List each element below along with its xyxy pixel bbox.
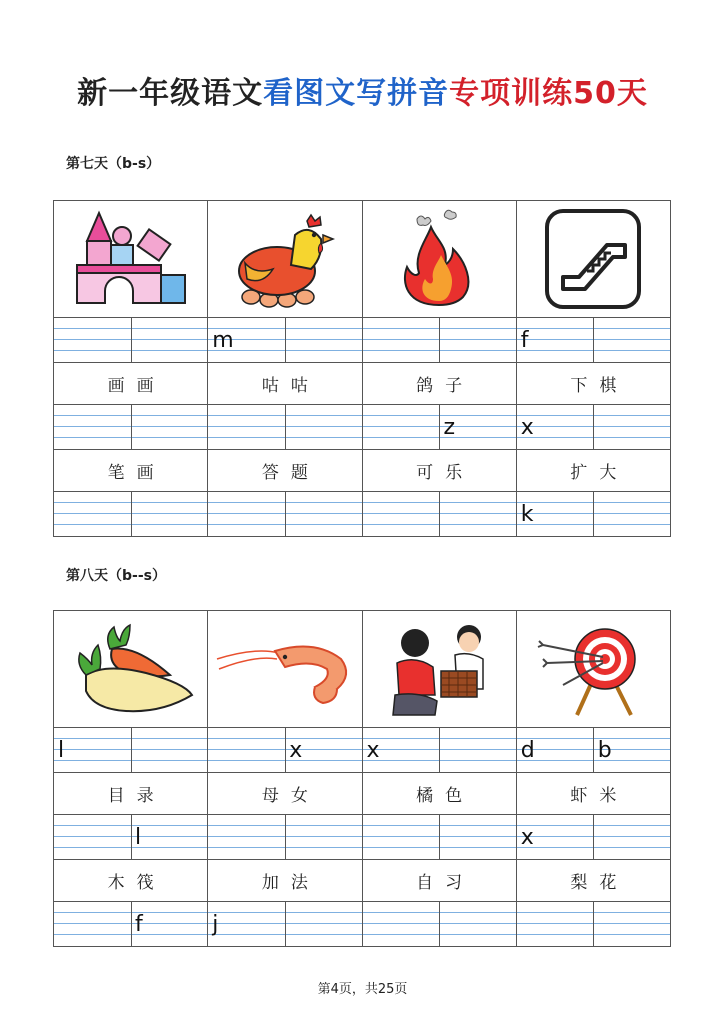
section-label-day8: 第八天（b--s） [66, 568, 166, 584]
pinyin-cell[interactable] [208, 318, 362, 362]
image-cell [517, 201, 670, 317]
pinyin-row [54, 902, 670, 946]
target-icon [533, 615, 653, 723]
pinyin-cell[interactable] [517, 815, 670, 859]
word-row [54, 773, 670, 815]
vegetables-icon [66, 619, 196, 719]
pinyin-cell[interactable] [54, 318, 208, 362]
word-row [54, 860, 670, 902]
pinyin-cell[interactable] [363, 902, 517, 946]
pinyin-cell[interactable] [363, 728, 517, 772]
title-part-3: 专项训练50天 [449, 76, 648, 111]
word-cell: 木筏 [54, 860, 208, 901]
title-part-2: 看图文写拼音 [263, 76, 450, 111]
pinyin-cell[interactable] [517, 318, 670, 362]
pinyin-cell[interactable] [54, 902, 208, 946]
pinyin-cell[interactable] [208, 405, 362, 449]
pinyin-row [54, 815, 670, 860]
image-cell [517, 611, 670, 727]
pinyin-cell[interactable] [54, 728, 208, 772]
pinyin-row [54, 405, 670, 450]
pinyin-row [54, 318, 670, 363]
word-cell: 橘色 [363, 773, 517, 814]
word-cell: 扩大 [570, 463, 629, 483]
page-title [0, 68, 725, 112]
word-cell: 咕咕 [208, 363, 362, 404]
image-cell [208, 611, 362, 727]
word-cell: 下棋 [570, 376, 629, 396]
exercise-grid-day8 [53, 610, 671, 947]
image-row [54, 201, 670, 318]
pinyin-cell[interactable] [208, 492, 362, 536]
pinyin-cell[interactable] [517, 492, 670, 536]
pinyin-hint: x [289, 738, 303, 763]
exercise-grid-day7 [53, 200, 671, 537]
pinyin-hint: b [597, 738, 612, 763]
image-row [54, 611, 670, 728]
word-cell: 可乐 [363, 450, 517, 491]
pinyin-hint: k [520, 502, 534, 527]
pinyin-row [54, 492, 670, 536]
escalator-icon [533, 205, 653, 313]
word-cell: 鸽子 [363, 363, 517, 404]
word-cell: 目录 [54, 773, 208, 814]
pinyin-cell[interactable] [208, 815, 362, 859]
word-cell: 自习 [363, 860, 517, 901]
pinyin-cell[interactable] [363, 815, 517, 859]
pinyin-cell[interactable] [363, 405, 517, 449]
pinyin-cell[interactable] [208, 902, 362, 946]
pinyin-hint: l [58, 738, 65, 763]
pinyin-hint: l [135, 825, 142, 850]
pinyin-cell[interactable] [363, 492, 517, 536]
pinyin-cell[interactable] [517, 405, 670, 449]
word-cell: 虾米 [570, 786, 629, 806]
page-footer: 第4页，共25页 [317, 982, 408, 997]
image-cell [363, 611, 517, 727]
hen-icon [225, 205, 345, 313]
blocks-icon [71, 205, 191, 313]
pinyin-cell[interactable] [54, 405, 208, 449]
pinyin-cell[interactable] [54, 492, 208, 536]
pinyin-cell[interactable] [363, 318, 517, 362]
pinyin-hint: x [366, 738, 380, 763]
shrimp-icon [215, 629, 355, 709]
pinyin-hint: f [520, 328, 529, 353]
section-label-day7: 第七天（b-s） [66, 156, 161, 172]
pinyin-hint: f [135, 912, 143, 937]
image-cell [54, 201, 208, 317]
word-cell: 画画 [54, 363, 208, 404]
pinyin-hint: d [520, 738, 535, 763]
word-row [54, 363, 670, 405]
pinyin-cell[interactable] [208, 728, 362, 772]
image-cell [208, 201, 362, 317]
pinyin-cell[interactable] [517, 728, 670, 772]
pinyin-cell[interactable] [54, 815, 208, 859]
word-cell: 母女 [208, 773, 362, 814]
word-cell: 加法 [208, 860, 362, 901]
word-cell: 笔画 [54, 450, 208, 491]
pinyin-hint: x [520, 415, 534, 440]
word-row [54, 450, 670, 492]
pinyin-hint: x [520, 825, 534, 850]
fire-icon [379, 205, 499, 313]
word-cell: 答题 [208, 450, 362, 491]
pinyin-hint: z [443, 415, 456, 440]
pinyin-hint: j [212, 912, 219, 937]
chess-players-icon [379, 615, 499, 723]
image-cell [363, 201, 517, 317]
pinyin-hint: m [212, 328, 234, 353]
image-cell [54, 611, 208, 727]
title-part-1: 新一年级语文 [77, 76, 264, 111]
word-cell: 梨花 [570, 873, 629, 893]
pinyin-row [54, 728, 670, 773]
pinyin-cell[interactable] [517, 902, 670, 946]
